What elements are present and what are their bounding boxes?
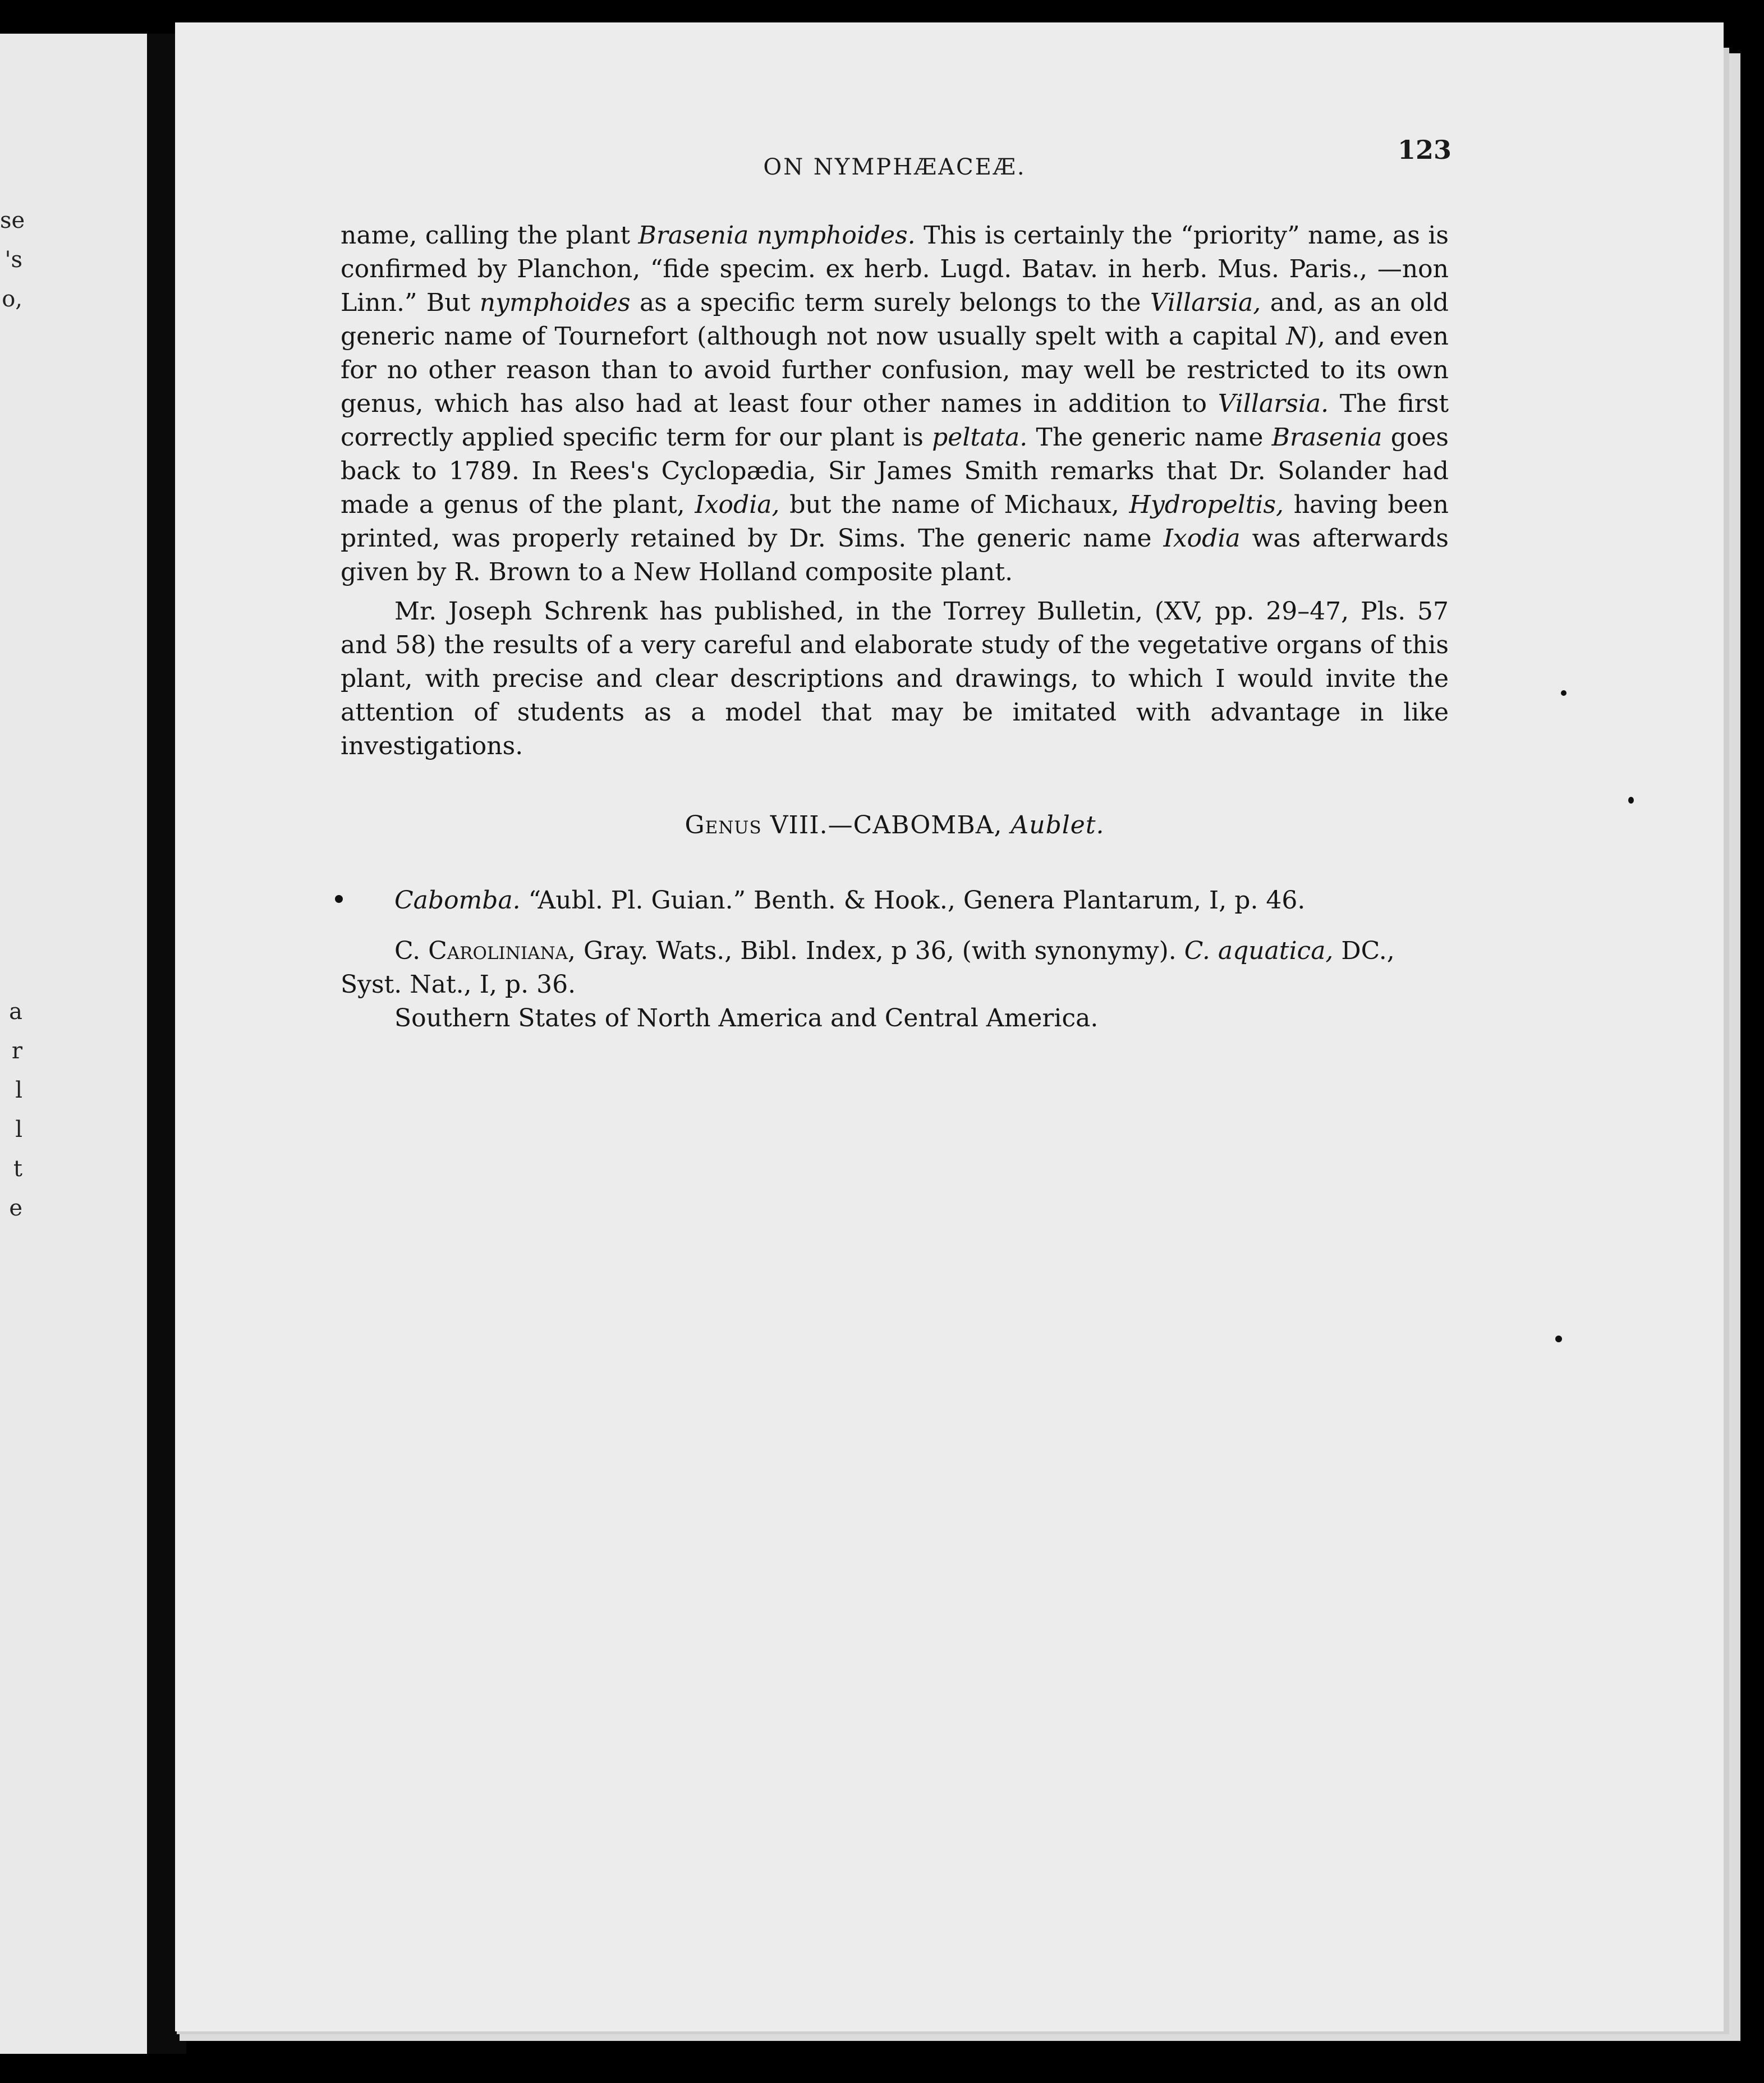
ink-speck <box>1555 1336 1562 1342</box>
running-title: ON NYMPHÆACEÆ. <box>763 154 1026 180</box>
facing-page-text: o, <box>2 286 22 312</box>
species-entry: C. Caroliniana, Gray. Wats., Bibl. Index, p 36, (with synonymy). C. aquatica, DC., Syst. Nat., I, p. 36. <box>341 937 1395 999</box>
ink-speck <box>1628 797 1634 804</box>
genus-heading: Genus VIII.—CABOMBA, Aublet. <box>685 811 1105 839</box>
book-page <box>175 22 1724 2031</box>
facing-page-text: r <box>11 1038 22 1064</box>
facing-page-text: se <box>0 208 25 233</box>
facing-page-text: l <box>15 1117 22 1143</box>
page-number: 123 <box>1397 135 1451 165</box>
distribution-note: Southern States of North America and Central America. <box>394 1004 1099 1033</box>
facing-page-text: t <box>13 1156 22 1182</box>
facing-page-text: 's <box>4 247 22 273</box>
facing-page-text: e <box>9 1195 22 1221</box>
facing-page-text: a <box>9 999 22 1025</box>
ink-speck <box>1561 690 1567 696</box>
ink-speck <box>335 895 343 903</box>
body-paragraph: name, calling the plant Brasenia nymphoides. This is certainly the “priority” name, as is confirmed by Planchon, “fide specim. ex herb. Lugd. Batav. in herb. Mus. Paris., —non Linn.” But nymphoides as a specific term surely belongs to the Villarsia, and, as an old generic name of Tournefort (although not now usually spelt with a capital N), and even for no other reason than to avoid further confusion, may well be restricted to its own genus, which has also had at least four other names in addition to Villarsia. The first correctly applied specific term for our plant is peltata. The generic name Brasenia goes back to 1789. In Rees's Cyclopædia, Sir James Smith remarks that Dr. Solander had made a genus of the plant, Ixodia, but the name of Michaux, Hydropeltis, having been printed, was properly retained by Dr. Sims. The generic name Ixodia was afterwards given by R. Brown to a New Holland composite plant. <box>341 221 1449 586</box>
genus-citation: Cabomba. “Aubl. Pl. Guian.” Benth. & Hook., Genera Plantarum, I, p. 46. <box>394 886 1306 915</box>
body-paragraph: Mr. Joseph Schrenk has published, in the Torrey Bulletin, (XV, pp. 29–47, Pls. 57 and 58) the results of a very careful and elaborate study of the vegetative organs of this plant, with precise and clear descriptions and drawings, to which I would invite the attention of students as a model that may be imitated with advantage in like investigations. <box>341 597 1449 760</box>
facing-page-text: l <box>15 1077 22 1103</box>
facing-page-edge <box>0 34 147 2054</box>
